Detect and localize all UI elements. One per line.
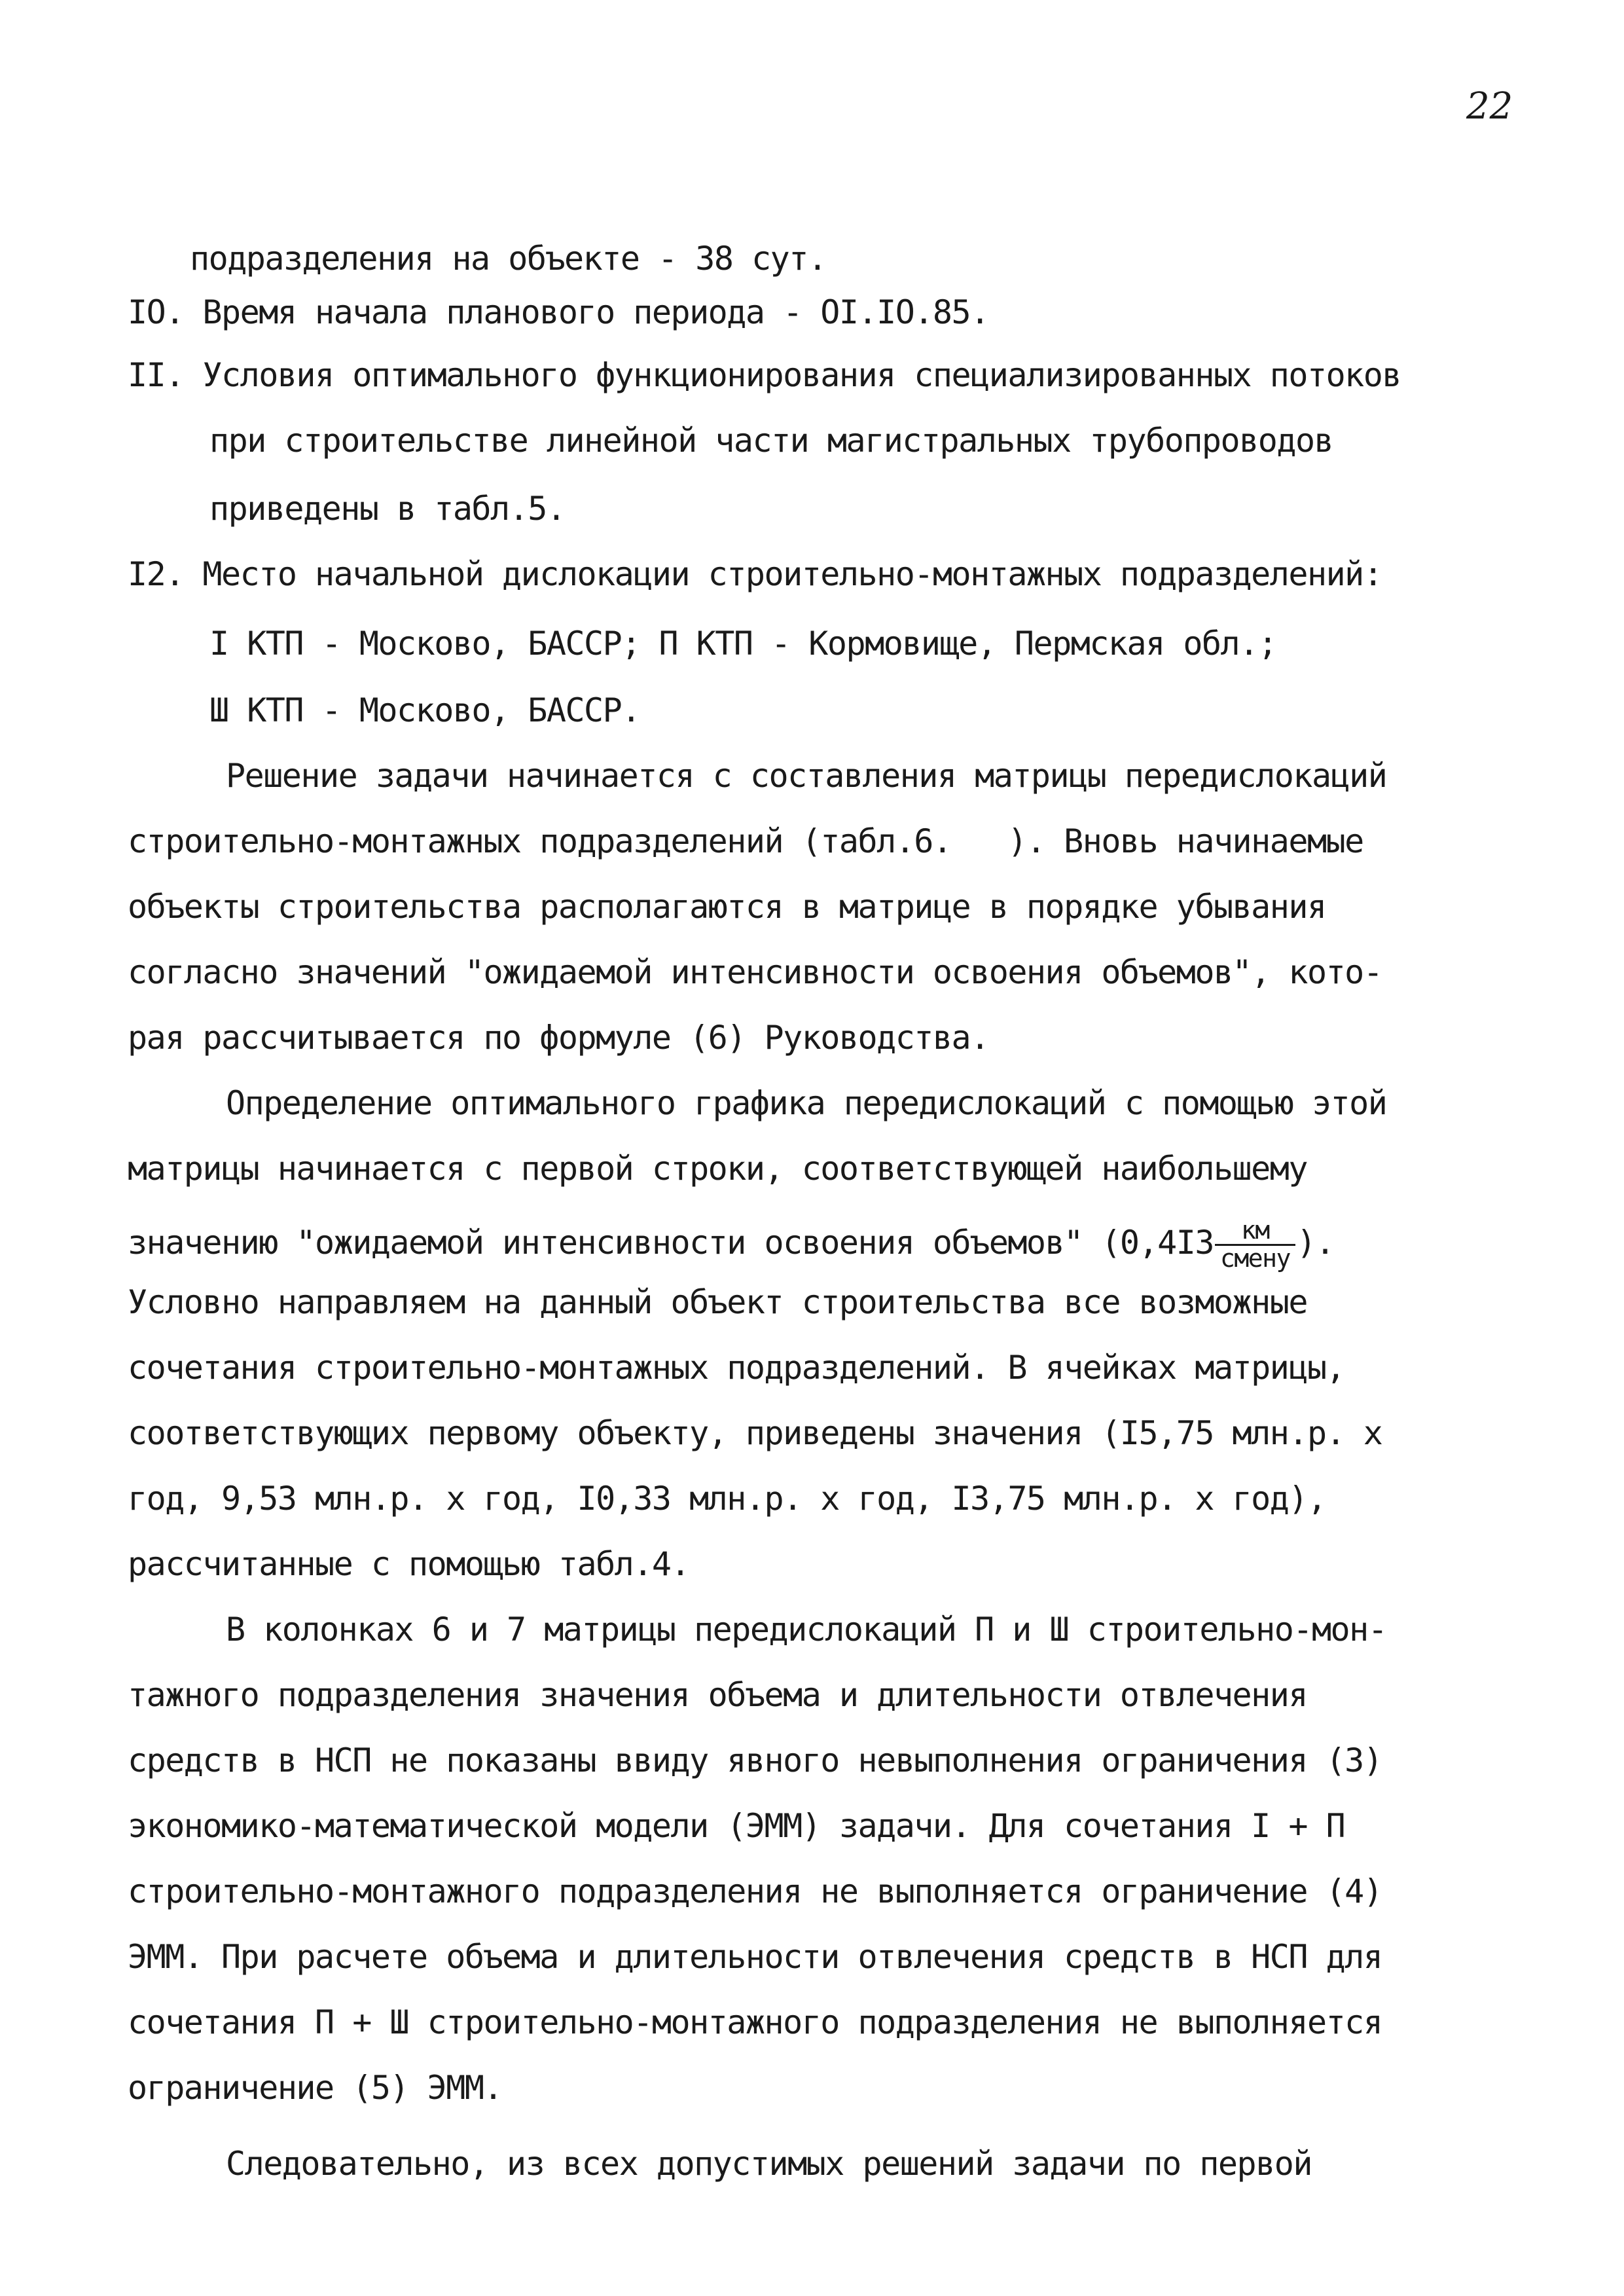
paragraph-line: ограничение (5) ЭММ. <box>128 2069 503 2107</box>
paragraph-line: строительно-монтажного подразделения не выполняется ограничение (4) <box>128 1872 1382 1910</box>
paragraph-line: соответствующих первому объекту, приведены значения (I5,75 млн.р. х <box>128 1414 1382 1452</box>
paragraph-line-with-fraction <box>128 1218 1334 1272</box>
text-line: при строительстве линейной части магистральных трубопроводов <box>209 422 1333 460</box>
fraction-denominator: смену <box>1219 1243 1290 1273</box>
paragraph-line: Условно направляем на данный объект строительства все возможные <box>128 1283 1307 1321</box>
list-item-12: I2. Место начальной дислокации строительно-монтажных подразделений: <box>128 555 1382 593</box>
paragraph-line: средств в НСП не показаны ввиду явного невыполнения ограничения (3) <box>128 1741 1382 1779</box>
paragraph-line: Определение оптимального графика передислокаций с помощью этой <box>226 1084 1387 1122</box>
paragraph-line: год, 9,53 млн.р. х год, I0,33 млн.р. х год, I3,75 млн.р. х год), <box>128 1480 1326 1518</box>
text-line: I КТП - Москово, БАССР; П КТП - Кормовище, Пермская обл.; <box>209 625 1277 663</box>
list-item-10: IO. Время начала планового периода - OI.IO.85. <box>128 293 989 331</box>
unit-fraction <box>1215 1218 1295 1272</box>
text-line: подразделения на объекте - 38 сут. <box>190 240 827 278</box>
page-number: 22 <box>1466 85 1513 128</box>
paragraph-line: тажного подразделения значения объема и длительности отвлечения <box>128 1676 1307 1714</box>
paragraph-line: рассчитанные с помощью табл.4. <box>128 1545 690 1583</box>
fraction-numerator: км <box>1215 1218 1295 1246</box>
paragraph-line: ЭММ. При расчете объема и длительности отвлечения средств в НСП для <box>128 1938 1382 1976</box>
paragraph-text: значению "ожидаемой интенсивности освоения объемов" (0,4I3 <box>128 1223 1214 1262</box>
paragraph-line: согласно значений "ожидаемой интенсивности освоения объемов", кото- <box>128 953 1382 991</box>
text-line: Ш КТП - Москово, БАССР. <box>209 691 640 729</box>
text-line: приведены в табл.5. <box>209 490 566 528</box>
list-item-11: II. Условия оптимального функционирования специализированных потоков <box>128 356 1401 394</box>
paragraph-line: сочетания П + Ш строительно-монтажного подразделения не выполняется <box>128 2003 1382 2041</box>
paragraph-line: объекты строительства располагаются в матрице в порядке убывания <box>128 888 1326 926</box>
paragraph-line: матрицы начинается с первой строки, соответствующей наибольшему <box>128 1150 1307 1188</box>
fraction-suffix: ). <box>1296 1223 1335 1262</box>
paragraph-line: сочетания строительно-монтажных подразделений. В ячейках матрицы, <box>128 1349 1345 1387</box>
paragraph-line: строительно-монтажных подразделений (табл.6. ). Вновь начинаемые <box>128 822 1363 860</box>
paragraph-line: экономико-математической модели (ЭММ) задачи. Для сочетания I + П <box>128 1807 1345 1845</box>
paragraph-line: Следовательно, из всех допустимых решений задачи по первой <box>226 2145 1312 2183</box>
paragraph-line: Решение задачи начинается с составления матрицы передислокаций <box>226 757 1387 795</box>
paragraph-line: рая рассчитывается по формуле (6) Руководства. <box>128 1019 989 1057</box>
paragraph-line: В колонках 6 и 7 матрицы передислокаций П и Ш строительно-мон- <box>226 1611 1387 1649</box>
